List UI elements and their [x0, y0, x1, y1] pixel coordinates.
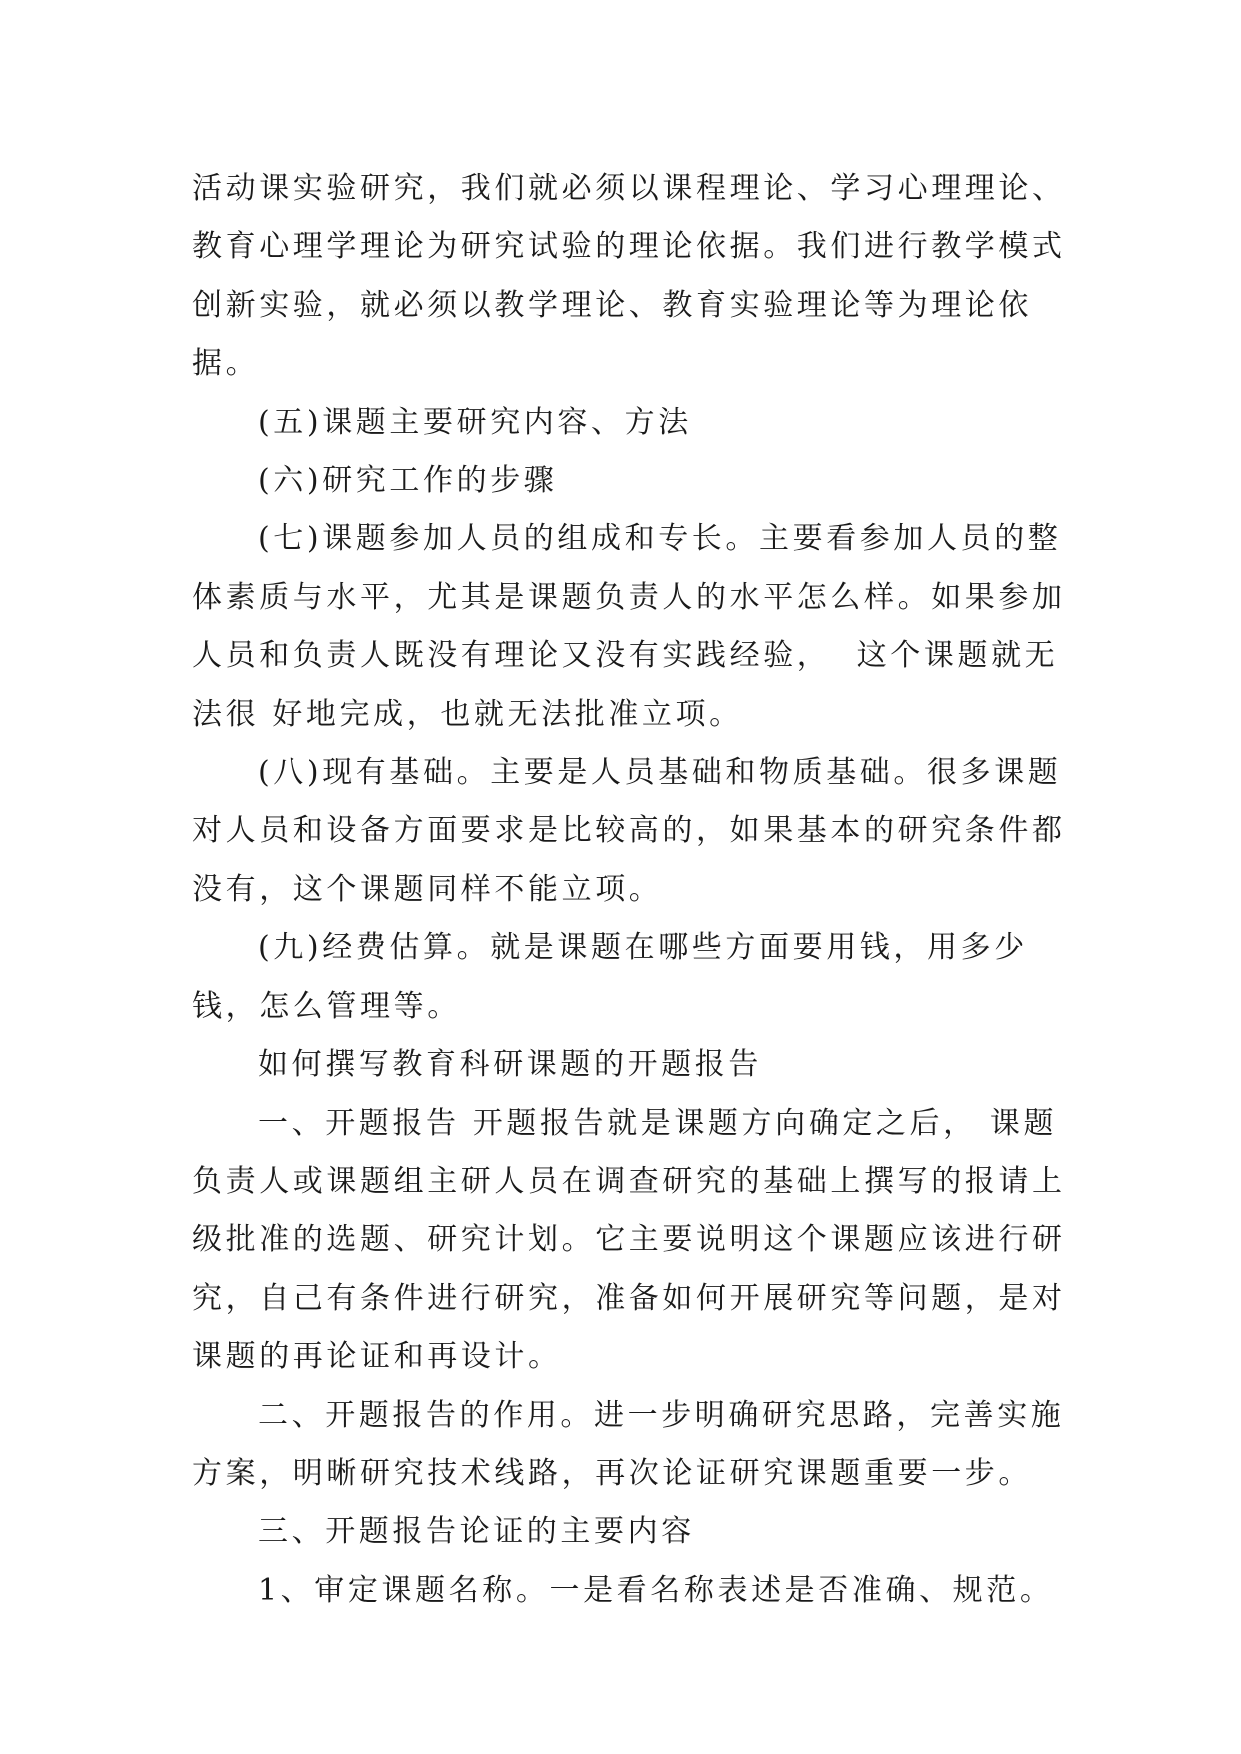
- paragraph-item-8: (八)现有基础。主要是人员基础和物质基础。很多课题对人员和设备方面要求是比较高的，如果基本的研究条件都没有，这个课题同样不能立项。: [192, 755, 1066, 907]
- paragraph-section-3: 三、开题报告论证的主要内容: [258, 1514, 695, 1550]
- paragraph-subitem-1: 1、审定课题名称。一是看名称表述是否准确、规范。: [258, 1572, 1054, 1608]
- paragraph-section-2: 二、开题报告的作用。进一步明确研究思路，完善实施方案，明晰研究技术线路，再次论证研究课题重要一步。: [192, 1397, 1065, 1491]
- paragraph-continuation: 活动课实验研究，我们就必须以课程理论、学习心理理论、教育心理学理论为研究试验的理论依据。我们进行教学模式创新实验，就必须以教学理论、教育实验理论等为理论依据。: [192, 171, 1066, 382]
- document-body: [192, 160, 1072, 1620]
- paragraph-section-1: 一、开题报告 开题报告就是课题方向确定之后， 课题负责人或课题组主研人员在调查研究的基础上撰写的报请上级批准的选题、研究计划。它主要说明这个课题应该进行研究，自己有条件进行研究，准备如何开展研究等问题，是对课题的再论证和再设计。: [192, 1105, 1066, 1375]
- paragraph-item-5: (五)课题主要研究内容、方法: [258, 404, 692, 440]
- paragraph-item-7: (七)课题参加人员的组成和专长。主要看参加人员的整体素质与水平，尤其是课题负责人的水平怎么样。如果参加人员和负责人既没有理论又没有实践经验， 这个课题就无法很 好地完成，也就无法批准立项。: [192, 521, 1066, 732]
- paragraph-item-9: (九)经费估算。就是课题在哪些方面要用钱，用多少钱，怎么管理等。: [192, 930, 1028, 1024]
- section-heading: 如何撰写教育科研课题的开题报告: [258, 1047, 762, 1083]
- paragraph-item-6: (六)研究工作的步骤: [258, 463, 558, 499]
